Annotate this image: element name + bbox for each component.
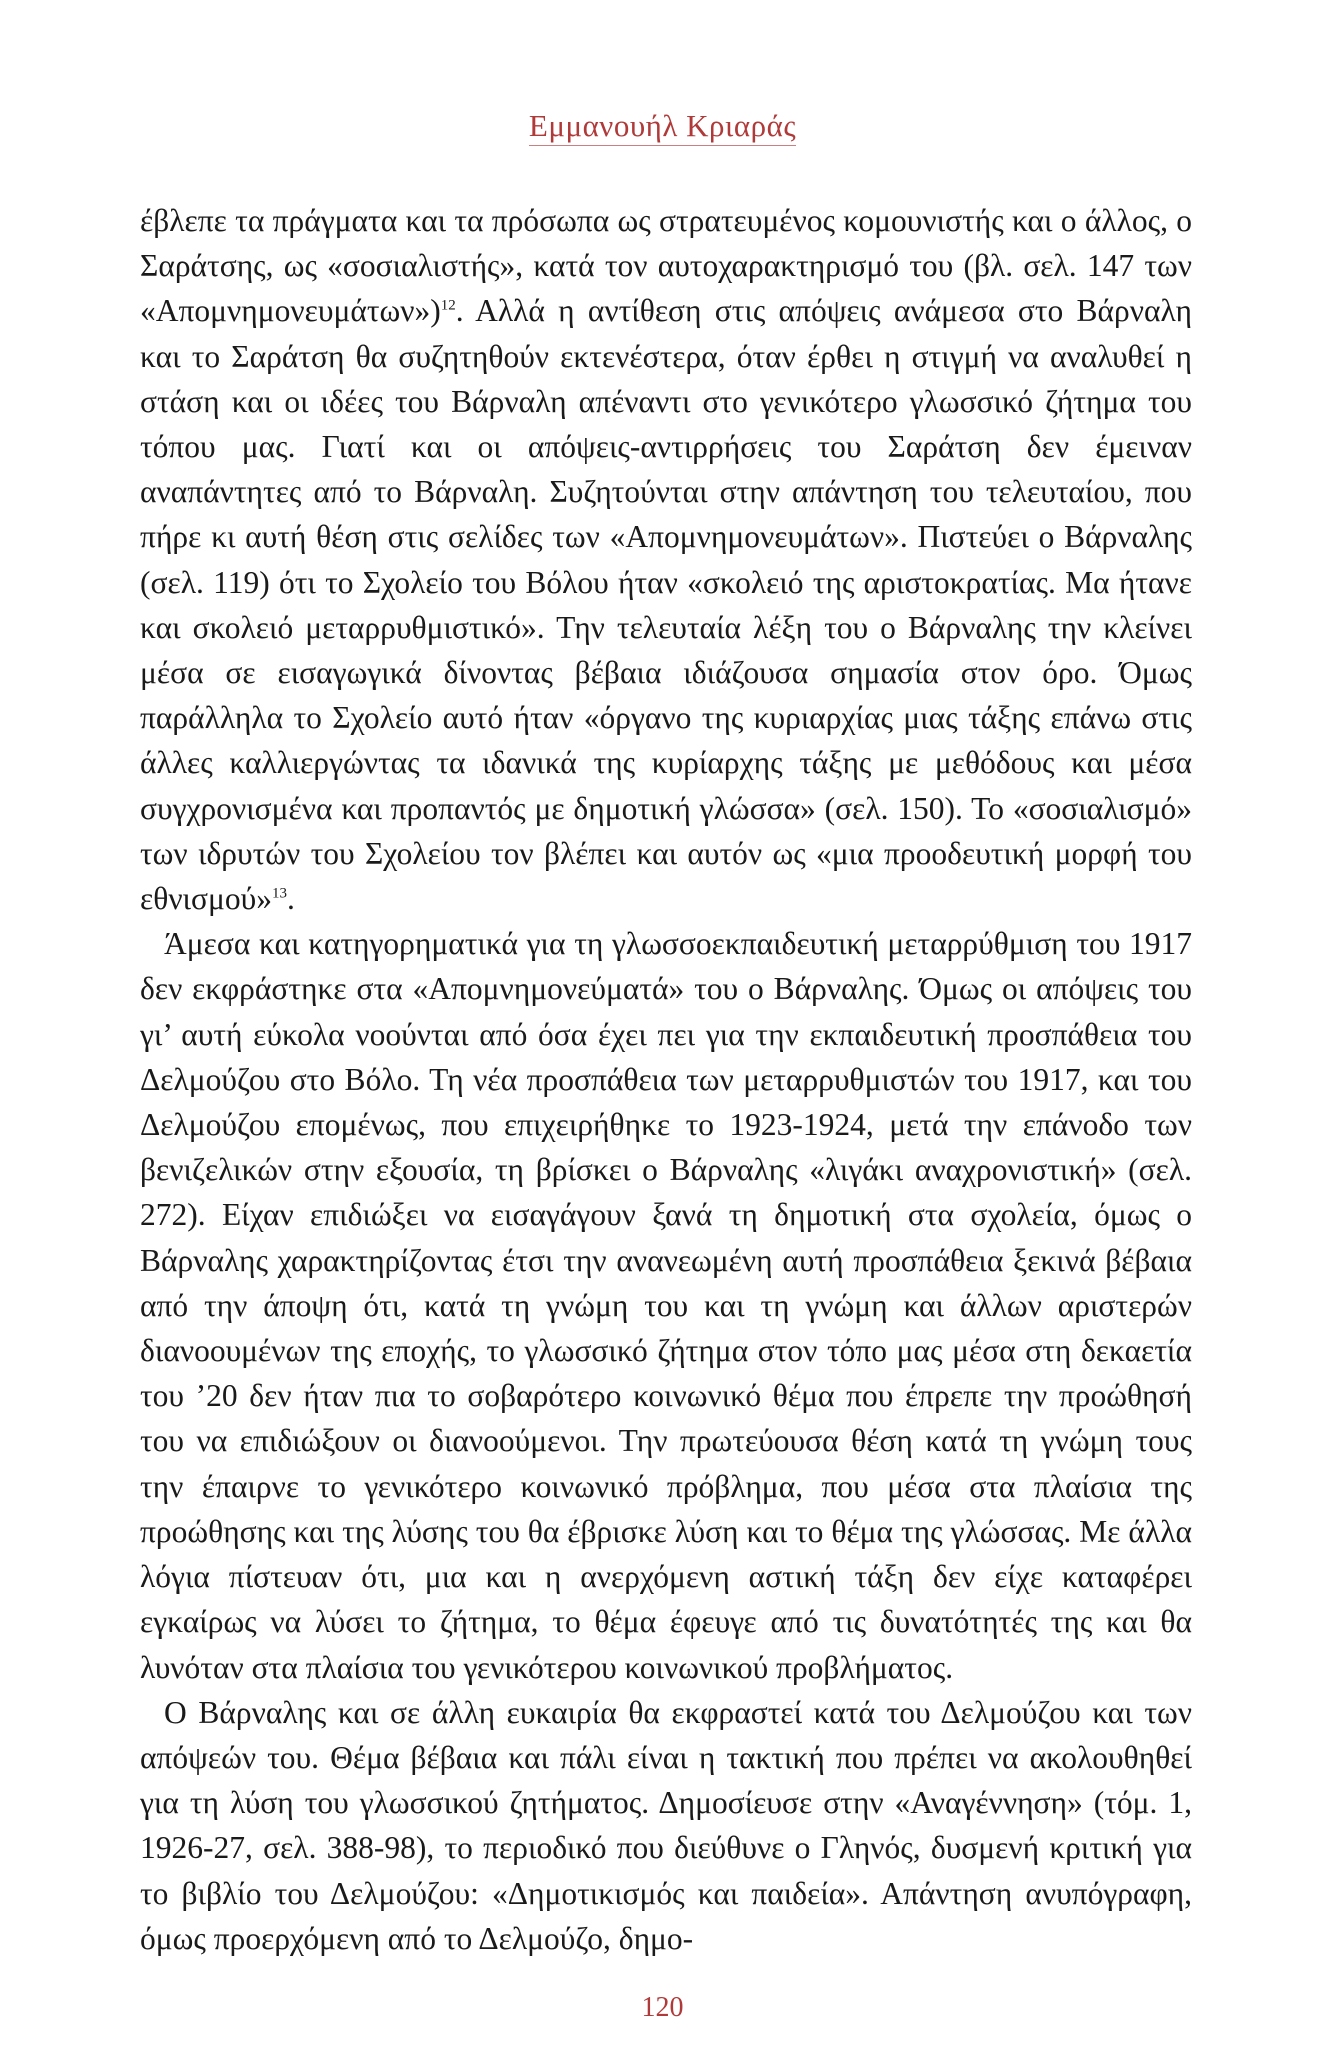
page-number: 120 (641, 1992, 684, 2023)
paragraph-3: Ο Βάρναλης και σε άλλη ευκαιρία θα εκφραστεί κατά του Δελμούζου και των απόψεών του. Θέμα βέβαια και πάλι είναι η τακτική που πρέπει να ακολουθηθεί για τη λύση του γλωσσικού ζητήματος. Δημοσίευσε στην «Αναγέννηση» (τόμ. 1, 1926-27, σελ. 388-98), το περιοδικό που διεύθυνε ο Γληνός, δυσμενή κριτική για το βιβλίο του Δελμούζου: «Δημοτικισμός και παιδεία». Απάντηση ανυπόγραφη, όμως προερχόμενη από το Δελμούζο, δημο- (140, 1694, 1192, 1956)
running-header (0, 108, 1325, 144)
footnote-ref-13: 13 (272, 885, 287, 902)
paragraph-1 (140, 198, 1192, 921)
paragraph-2: Άμεσα και κατηγορηματικά για τη γλωσσοεκπαιδευτική μεταρρύθμιση του 1917 δεν εκφράστηκε στα «Απομνημονεύματά» του ο Βάρναλης. Όμως οι απόψεις του γι’ αυτή εύκολα νοούνται από όσα έχει πει για την εκπαιδευτική προσπάθεια του Δελμούζου στο Βόλο. Τη νέα προσπάθεια των μεταρρυθμιστών του 1917, και του Δελμούζου επομένως, που επιχειρήθηκε το 1923-1924, μετά την επάνοδο των βενιζελικών στην εξουσία, τη βρίσκει ο Βάρναλης «λιγάκι αναχρονιστική» (σελ. 272). Είχαν επιδιώξει να εισαγάγουν ξανά τη δημοτική στα σχολεία, όμως ο Βάρναλης χαρακτηρίζοντας έτσι την ανανεωμένη αυτή προσπάθεια ξεκινά βέβαια από την άποψη ότι, κατά τη γνώμη του και τη γνώμη και άλλων αριστερών διανοουμένων της εποχής, το γλωσσικό ζήτημα στον τόπο μας μέσα στη δεκαετία του ’20 δεν ήταν πια το σοβαρότερο κοινωνικό θέμα που έπρεπε την προώθησή του να επιδιώξουν οι διανοούμενοι. Την πρωτεύουσα θέση κατά τη γνώμη τους την έπαιρνε το γενικότερο κοινωνικό πρόβλημα, που μέσα στα πλαίσια της προώθησης και της λύσης του θα έβρισκε λύση και το θέμα της γλώσσας. Με άλλα λόγια πίστευαν ότι, μια και η ανερχόμενη αστική τάξη δεν είχε καταφέρει εγκαίρως να λύσει το ζήτημα, το θέμα έφευγε από τις δυνατότητές της και θα λυνόταν στα πλαίσια του γενικότερου κοινωνικού προβλήματος. (140, 926, 1192, 1685)
footnote-ref-12: 12 (440, 297, 456, 314)
paragraph-1-part-a: έβλεπε τα πράγματα και τα πρόσωπα ως στρατευμένος κομουνιστής και ο άλλος, ο Σαράτσης, ως «σοσιαλιστής», κατά τον αυτοχαρακτηρισμό του (βλ. σελ. 147 των «Απομνημονευμάτων») (140, 203, 1192, 329)
author-name: Εμμανουήλ Κριαράς (529, 108, 796, 146)
body-text (140, 198, 1192, 1961)
paragraph-1-end: . (287, 881, 295, 917)
paragraph-1-part-b: . Αλλά η αντίθεση στις απόψεις ανάμεσα στο Βάρναλη και το Σαράτση θα συζητηθούν εκτενέστερα, όταν έρθει η στιγμή να αναλυθεί η στάση και οι ιδέες του Βάρναλη απέναντι στο γενικότερο γλωσσικό ζήτημα του τόπου μας. Γιατί και οι απόψεις-αντιρρήσεις του Σαράτση δεν έμειναν αναπάντητες από το Βάρναλη. Συζητούνται στην απάντηση του τελευταίου, που πήρε κι αυτή θέση στις σελίδες των «Απομνημονευμάτων». Πιστεύει ο Βάρναλης (σελ. 119) ότι το Σχολείο του Βόλου ήταν «σκολειό της αριστοκρατίας. Μα ήτανε και σκολειό μεταρρυθμιστικό». Την τελευταία λέξη του ο Βάρναλης την κλείνει μέσα σε εισαγωγικά δίνοντας βέβαια ιδιάζουσα σημασία στον όρο. Όμως παράλληλα το Σχολείο αυτό ήταν «όργανο της κυριαρχίας μιας τάξης επάνω στις άλλες καλλιεργώντας τα ιδανικά της κυρίαρχης τάξης με μεθόδους και μέσα συγχρονισμένα και προπαντός με δημοτική γλώσσα» (σελ. 150). Το «σοσιαλισμό» των ιδρυτών του Σχολείου τον βλέπει και αυτόν ως «μια προοδευτική μορφή του εθνισμού» (140, 293, 1192, 917)
